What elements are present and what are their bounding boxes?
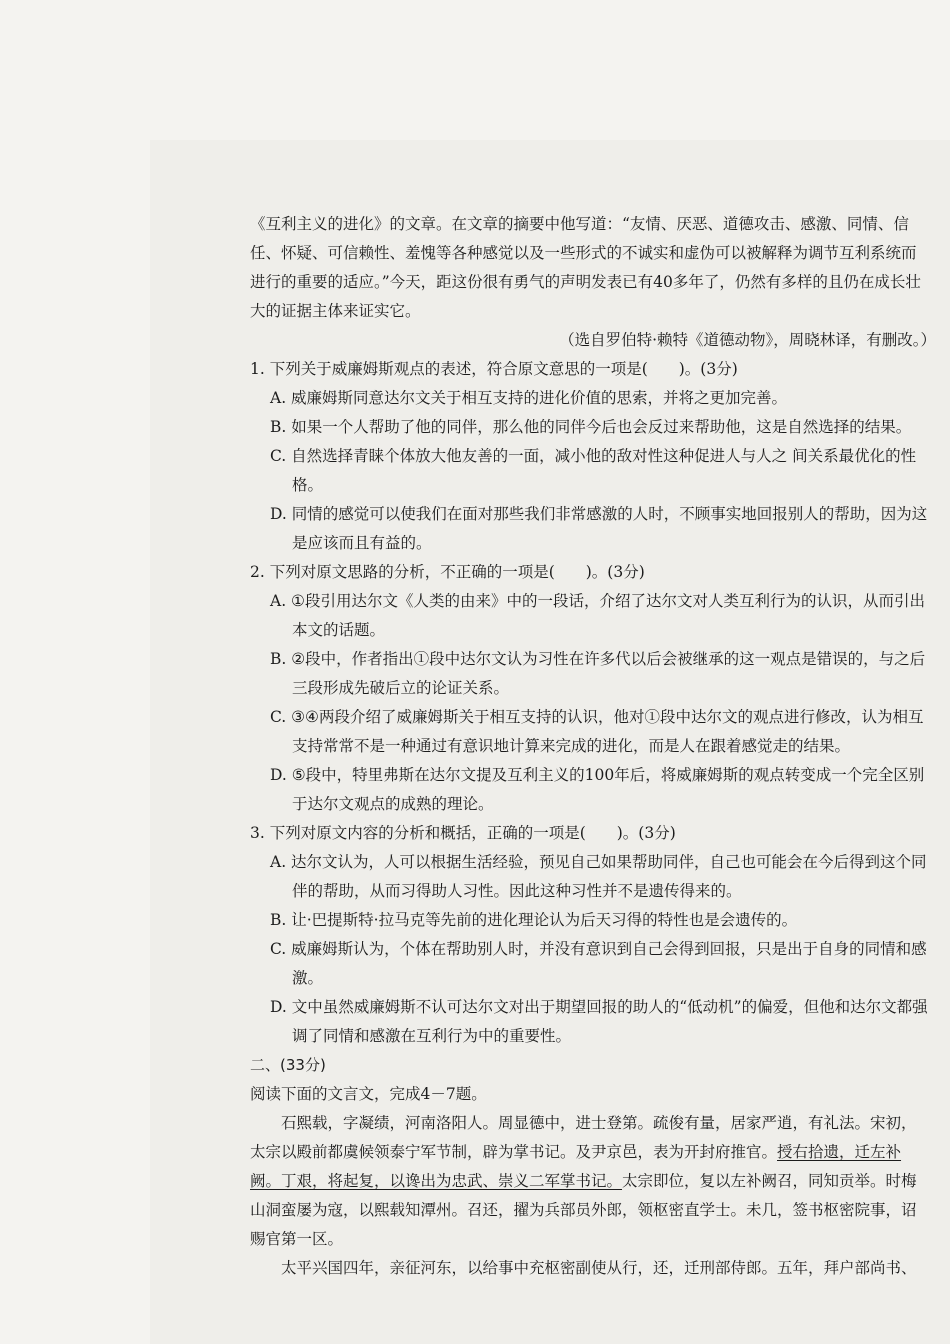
- paragraph-text: 太宗即位，复以左补阙召，同知贡举。时梅山洞蛮屡为寇，以熙载知潭州。召还，擢为兵部员外郎，领枢密直学士。未几，签书枢密院事，诏赐官第一区。: [250, 1172, 917, 1248]
- option-d: D. ⑤段中，特里弗斯在达尔文提及互利主义的100年后，将威廉姆斯的观点转变成一个完全区别于达尔文观点的成熟的理论。: [270, 766, 925, 813]
- question-stem: 3. 下列对原文内容的分析和概括，正确的一项是( )。(3分): [250, 824, 676, 842]
- question-stem: 1. 下列关于威廉姆斯观点的表述，符合原文意思的一项是( )。(3分): [250, 360, 738, 378]
- option-a: A. 达尔文认为，人可以根据生活经验，预见自己如果帮助同伴，自己也可能会在今后得到这个同伴的帮助，从而习得助人习性。因此这种习性并不是遗传得来的。: [270, 853, 927, 900]
- paragraph-text: 石熙载，字凝绩，河南洛阳人。周显德中，进士登第。疏俊有量，居家严逍，有礼法。宋初，太宗以殿前都虞候领泰宁军节制，辟为掌书记。及尹京邑，表为开封府推官。: [250, 1114, 917, 1161]
- question-1: [250, 355, 930, 558]
- option-a: A. 威廉姆斯同意达尔文关于相互支持的进化价值的思索，并将之更加完善。: [270, 389, 788, 407]
- option-c: C. 威廉姆斯认为，个体在帮助别人时，并没有意识到自己会得到回报，只是出于自身的同情和感激。: [270, 940, 927, 987]
- option-b: B. 如果一个人帮助了他的同伴，那么他的同伴今后也会反过来帮助他，这是自然选择的结果。: [270, 418, 912, 436]
- passage-source: （选自罗伯特·赖特《道德动物》，周晓林译，有删改。）: [559, 331, 936, 349]
- option-c: C. ③④两段介绍了威廉姆斯关于相互支持的认识，他对①段中达尔文的观点进行修改，认为相互支持常常不是一种通过有意识地计算来完成的进化，而是人在跟着感觉走的结果。: [270, 708, 924, 755]
- section-instruction: 阅读下面的文言文，完成4－7题。: [250, 1085, 487, 1103]
- option-b: B. 让·巴提斯特·拉马克等先前的进化理论认为后天习得的特性也是会遗传的。: [270, 911, 798, 929]
- option-c: C. 自然选择青睐个体放大他友善的一面，减小他的敌对性这种促进人与人之 间关系最优化的性格。: [270, 447, 917, 494]
- option-d: D. 同情的感觉可以使我们在面对那些我们非常感激的人时，不顾事实地回报别人的帮助，因为这是应该而且有益的。: [270, 505, 928, 552]
- question-2: [250, 558, 930, 819]
- option-a: A. ①段引用达尔文《人类的由来》中的一段话，介绍了达尔文对人类互利行为的认识，从而引出本文的话题。: [270, 592, 925, 639]
- option-b: B. ②段中，作者指出①段中达尔文认为习性在许多代以后会被继承的这一观点是错误的，与之后三段形成先破后立的论证关系。: [270, 650, 926, 697]
- classical-text-paragraph-1: [250, 1109, 930, 1254]
- question-3: [250, 819, 930, 1051]
- option-d: D. 文中虽然威廉姆斯不认可达尔文对出于期望回报的助人的“低动机”的偏爱，但他和达尔文都强调了同情和感激在互利行为中的重要性。: [270, 998, 928, 1045]
- question-stem: 2. 下列对原文思路的分析，不正确的一项是( )。(3分): [250, 563, 645, 581]
- section-heading: 二、(33分): [250, 1056, 326, 1074]
- passage-ending: 《互利主义的进化》的文章。在文章的摘要中他写道：“友情、厌恶、道德攻击、感激、同情、信任、怀疑、可信赖性、羞愧等各种感觉以及一些形式的不诚实和虚伪可以被解释为调节互利系统而进行的重要的适应。”今天，距这份很有勇气的声明发表已有40多年了，仍然有多样的且仍在成长壮大的证据主体来证实它。: [250, 215, 921, 320]
- classical-text-paragraph-2: 太平兴国四年，亲征河东，以给事中充枢密副使从行，还，迁刑部侍郎。五年，拜户部尚书、: [281, 1259, 917, 1277]
- exam-page: [250, 210, 936, 1283]
- underlined-sentence: 授右拾遗，迁左补阙。丁艰，将起复，以谗出为忠武、崇义二军掌书记。: [250, 1143, 902, 1190]
